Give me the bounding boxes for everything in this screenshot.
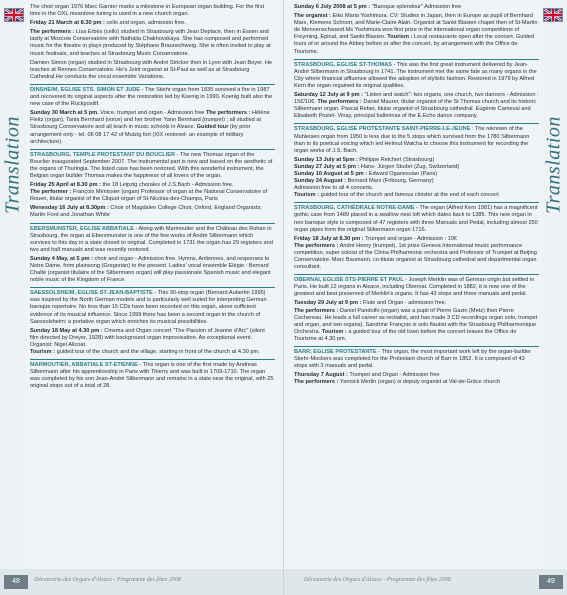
section-dinsheim: DINSHEIM, EGLISE STS. SIMON ET JUDE - The Stiehr organ from 1835 survived a fire in 1987 and recovered its original aspects after the restoration led by Koenig in 1990. Koenig built also the new case of the Rückpositif. Sunday 30 March at 5 pm. Voice, trumpet and organ - Admission free The performers : Hélène Fleitz (organ), Tania Bernhard (voice) and her brother Yann Bernhard (trumpet) ; all studied at Strasbourg Conservatoire and all teach in music schools in Alsace. Guided tour (by prior arrangement only - tel. 06 08 17 42 of Mutzig fort (XIX restored- an example of military architecture).: [30, 84, 275, 146]
right-sidebar: [541, 0, 567, 568]
section-st-thomas: STRASBOURG, EGLISE ST-THOMAS - This was the first great instrument delivered by Jean-André Silbermann in Strasbourg in 1741. The instrument met the same fate as many organs in the City where financial affluence allowed the adoption of stylistic fashion. Restored in 1979 by Alfred Kern the organ regained its original qualities. Saturday 12 July at 9 pm : "Listen and watch": two organs, one church, two dancers - Admission : 15€/10€. The performers : Daniel Maurer, titular organist of the St Thomas church and its historic Silbermann organ. Pascal Reber, titular organist of Strasbourg cathedral. Eugénie Cameval and Elisabeth Postel- Vinay, principal ballerinas of the E.Echo dance company.: [294, 59, 539, 121]
section-saessolsheim: SAESSOLSHEIM, EGLISE ST-JEAN-BAPTISTE - This 30-stop organ (Bernard Aubertin 1995) was inspired by the North German models and is particularly well suited for interpreting German baroque repertoire. No less than 15 CDs have been recorded on this organ, alone sufficient evidence of its musical influence. Since 1999 there has been a second organ in the church of Saessolsheim: a portative organ which enriches its musical possibilities. Sunday 18 May at 4.30 pm : Cinema and Organ concert "The Passion of Jeanne d'Arc" (silent film directed by Dreyer, 1928) with background organ improvisation. An exceptional event. Organist: Nigel Allcoat. Tourism : guided tour of the church and the village, starting in front of the church at 4.30 pm.: [30, 287, 275, 356]
page-number-right: 49: [539, 575, 563, 589]
left-content: [30, 4, 275, 568]
section-marmoutier: MARMOUTIER, ABBATIALE ST-ETIENNE - This organ is one of the first made by Andreas Silbermann after his apprenticeship in Paris with Thierry and was built in 1709-1710. The organ was completed by his son Jean-André Silbermann and remains in a state near the original, with 25 original stops out of a total of 28.: [30, 359, 275, 390]
right-content: [294, 4, 539, 568]
intro-paragraph: The choir organ 1976 Marc Garnier marks a milestone in European organ building. For the first time in the OXL meantone tuning is used in a new church organ.: [30, 4, 265, 18]
vertical-title-left: Translation: [1, 116, 24, 214]
right-footer: [284, 569, 567, 595]
section-barr: BARR, EGLISE PROTESTANTE - This organ, the most important work left by the organ-builder Stiehr-Mockers was completed for the Protestant church of Barr in 1852. It is composed of 43 stops with 3 manuals and pedal. Thursday 7 August : Trumpet and Organ - Admission free The performers : Yannick Merlin (organ) is deputy organist at Val-de-Grâce church: [294, 346, 539, 386]
uk-flag-icon: [4, 8, 24, 22]
section-bouclier: STRASBOURG, TEMPLE PROTESTANT DU BOUCLIER - The new Thomas organ of the Bouclier inaugurated September 2007. The instrumental part is new and based on the aesthetic of the organs of Thuringia. The listed case has been restored. With this wonderful instrument, the Belgian organ builder Thomas makes the happiness of all lovers of the organ. Friday 25 April at 8.30 pm : the 18 Leipzig chorales of J.S.Bach - Admission free. The performer : François Ménissier (organ) Professor of organ at the National Conservatoire of Rouen, titular organist of the Cliquot organ of St-Nicolas-des-Champs, Paris Wenesday 16 July at 8.30pm : Choir of Magdalen College Choir, Oxford, England Organists: Martin Ford and Jonathan White: [30, 149, 275, 220]
right-page: [284, 0, 567, 595]
section-obernai: OBERNAI, EGLISE STS-PIERRE ET PAUL - Joseph Merklin was of German origin but settled in Paris. He built 12 organs in Alsace, including Obernai. Completed in 1882, it is now one of the greatest and best preserved of Merklin's organs. It has 43 stops and three manuals and pedal. Tuesday 29 July at 9 pm : Flute and Organ - admission free. The performers : Daniel Pandolfo (organ) was a pupil of Pierre Gazin (Metz) then Pierre Cochereau. He leads a full career as recitalist, and has made 3 CD recordings organ solo, trumpet and organ, and two organs). Sandrine François is solo flautist with the Strasbourg Philharmonique Orchestra. Tourism : a guided tour of the old town before the concert leaves the Office de Tourisme at 4.30 pm.: [294, 274, 539, 343]
list-item: Sunday 10 August at 5 pm : Edward Oganessian (Paris): [294, 170, 438, 177]
list-item: Sunday 27 July at 5 pm : Hans- Jürgen Studer (Zug, Switzerland): [294, 163, 460, 170]
left-sidebar: [0, 0, 26, 568]
left-page: [0, 0, 283, 595]
footer-text-left: Découverte des Orgues d'Alsace - Programme des fêtes 2008: [34, 577, 181, 583]
intro-event: Friday 21 March at 8.30 pm : cello and organ, admission free.: [30, 20, 186, 27]
list-item: Sunday 13 July at 5pm : Philippe Reichert (Strasbourg): [294, 156, 435, 163]
vertical-title-right: Translation: [542, 116, 565, 214]
left-footer: [0, 569, 283, 595]
intro-paragraph-2: Damien Simon (organ) studied in Strasbourg with André Stricker then in Lyon with Jean Boyer. He teaches at Rennes Conservatoire. He's Joint organist at St-Paul as well as at Strasbourg Cathedral.He conducts the vocal ensemble Variations.: [30, 59, 272, 80]
section-st-pierre-le-jeune: STRASBOURG, EGLISE PROTESTANTE SAINT-PIERRE-LE-JEUNE : The reknown of the Muhleisen organ from 1950 is less due to the 5 stops which survived from the 1780 Silbermann than to its poetical voicing which led Helmut Walcha to choose this instrument for recording the organ works of J.S. Bach. Sunday 13 July at 5pm : Philippe Reichert (Strasbourg) Sunday 27 July at 5 pm : Hans- Jürgen Studer (Zug, Switzerland) Sunday 10 August at 5 pm : Edward Oganessian (Paris) Sunday 24 August : Bernard Marx (Fribourg, Germany) Admission free to all 4 concerts. Tourism : guided tour of the church and famous cloister at the end of each concert: [294, 123, 539, 199]
section-ebersmunster: EBERSMUNSTER, EGLISE ABBATIALE - Along with Marmoutier and the Château des Rohan in Strasbourg, the organ at Ebersmunster is one of the few works of André Silbermann which survives to this day in a state closed to original. Completed in 1731 the organ has 29 registers and two and half manuals and was recently restored. Sunday 4 May, at 5 pm : choir and organ - Admission free. Hymns, Antiennes, and responses to Notre Dame, from plainsong (Gregorian) to the present. Ladies' vocal ensemble Elégie : Bernard Chalté (organist titulaire of the Silbermann organ) will play passionate Spanish music and elegant noble music of the Kingdom of France.: [30, 223, 275, 285]
footer-text-right: Découverte des Orgues d'Alsace - Programme des fêtes 2008: [304, 577, 451, 583]
uk-flag-icon: [543, 8, 563, 22]
intro-performers: The organist : Eiko Maria Yoshimura. CV: Studies in Japan, then in Europe as pupil of Bernhard Marx, Klemens Schnorr, and Marie-Claire Alain. Organist at Sankt Blasien chapel then of St-Martin de Mennenschwand.Ms Yoshimura won first prize in the international organ competitions of Freyming, Eplnal, and Sankt Blasien. Tourism : Local restaurants open after the concert. Guided tours of or around the Abbey before or after the concert, by arrangement with the Office de Tourisme.: [294, 13, 538, 55]
intro-event: Sunday 6 July 2008 at 5 pm : "Baroque splendour" Admission free: [294, 4, 462, 10]
intro-performers: The performers : Lisa Erbès (cello) studied in Strasbourg with Jean Deplace, then in Essen and lastly at Moscow Conservatoire with Nathalia Chakhovskaya. She has composed and performed music for the theatre in plays produced by Stéphane Braunschweig. She is often invited to play at music festivals, and teaches at Strasbourg Music Conservatoire.: [30, 29, 271, 57]
page-number-left: 48: [4, 575, 28, 589]
section-cathedrale: STRASBOURG, CATHÉDRALE NOTRE-DAME - The organ (Alfred Kern 1981) has a magnificent gothic case from 1489 placed in a swallow nest loft which dates back to 1385. This new organ in neo baroque style is composed of 47 registers with three Manuals and Pedal, including almost 250 organ pipes from the original Silbermann organ 1716. Friday 18 July at 8.30 pm : Trumpet and organ - Admission : 10€ The performers : André Henry (trumpet), 1st prize Geneva International music performance competition, super soloist of the China Philharmonic orchestra and Professor of Trumpet at Beijing Conservatoire. Marc Baumann, co-titular organist at Strasbourg cathedral and departmental organ consultant.: [294, 202, 539, 271]
list-item: Sunday 24 August : Bernard Marx (Fribourg, Germany): [294, 178, 434, 185]
